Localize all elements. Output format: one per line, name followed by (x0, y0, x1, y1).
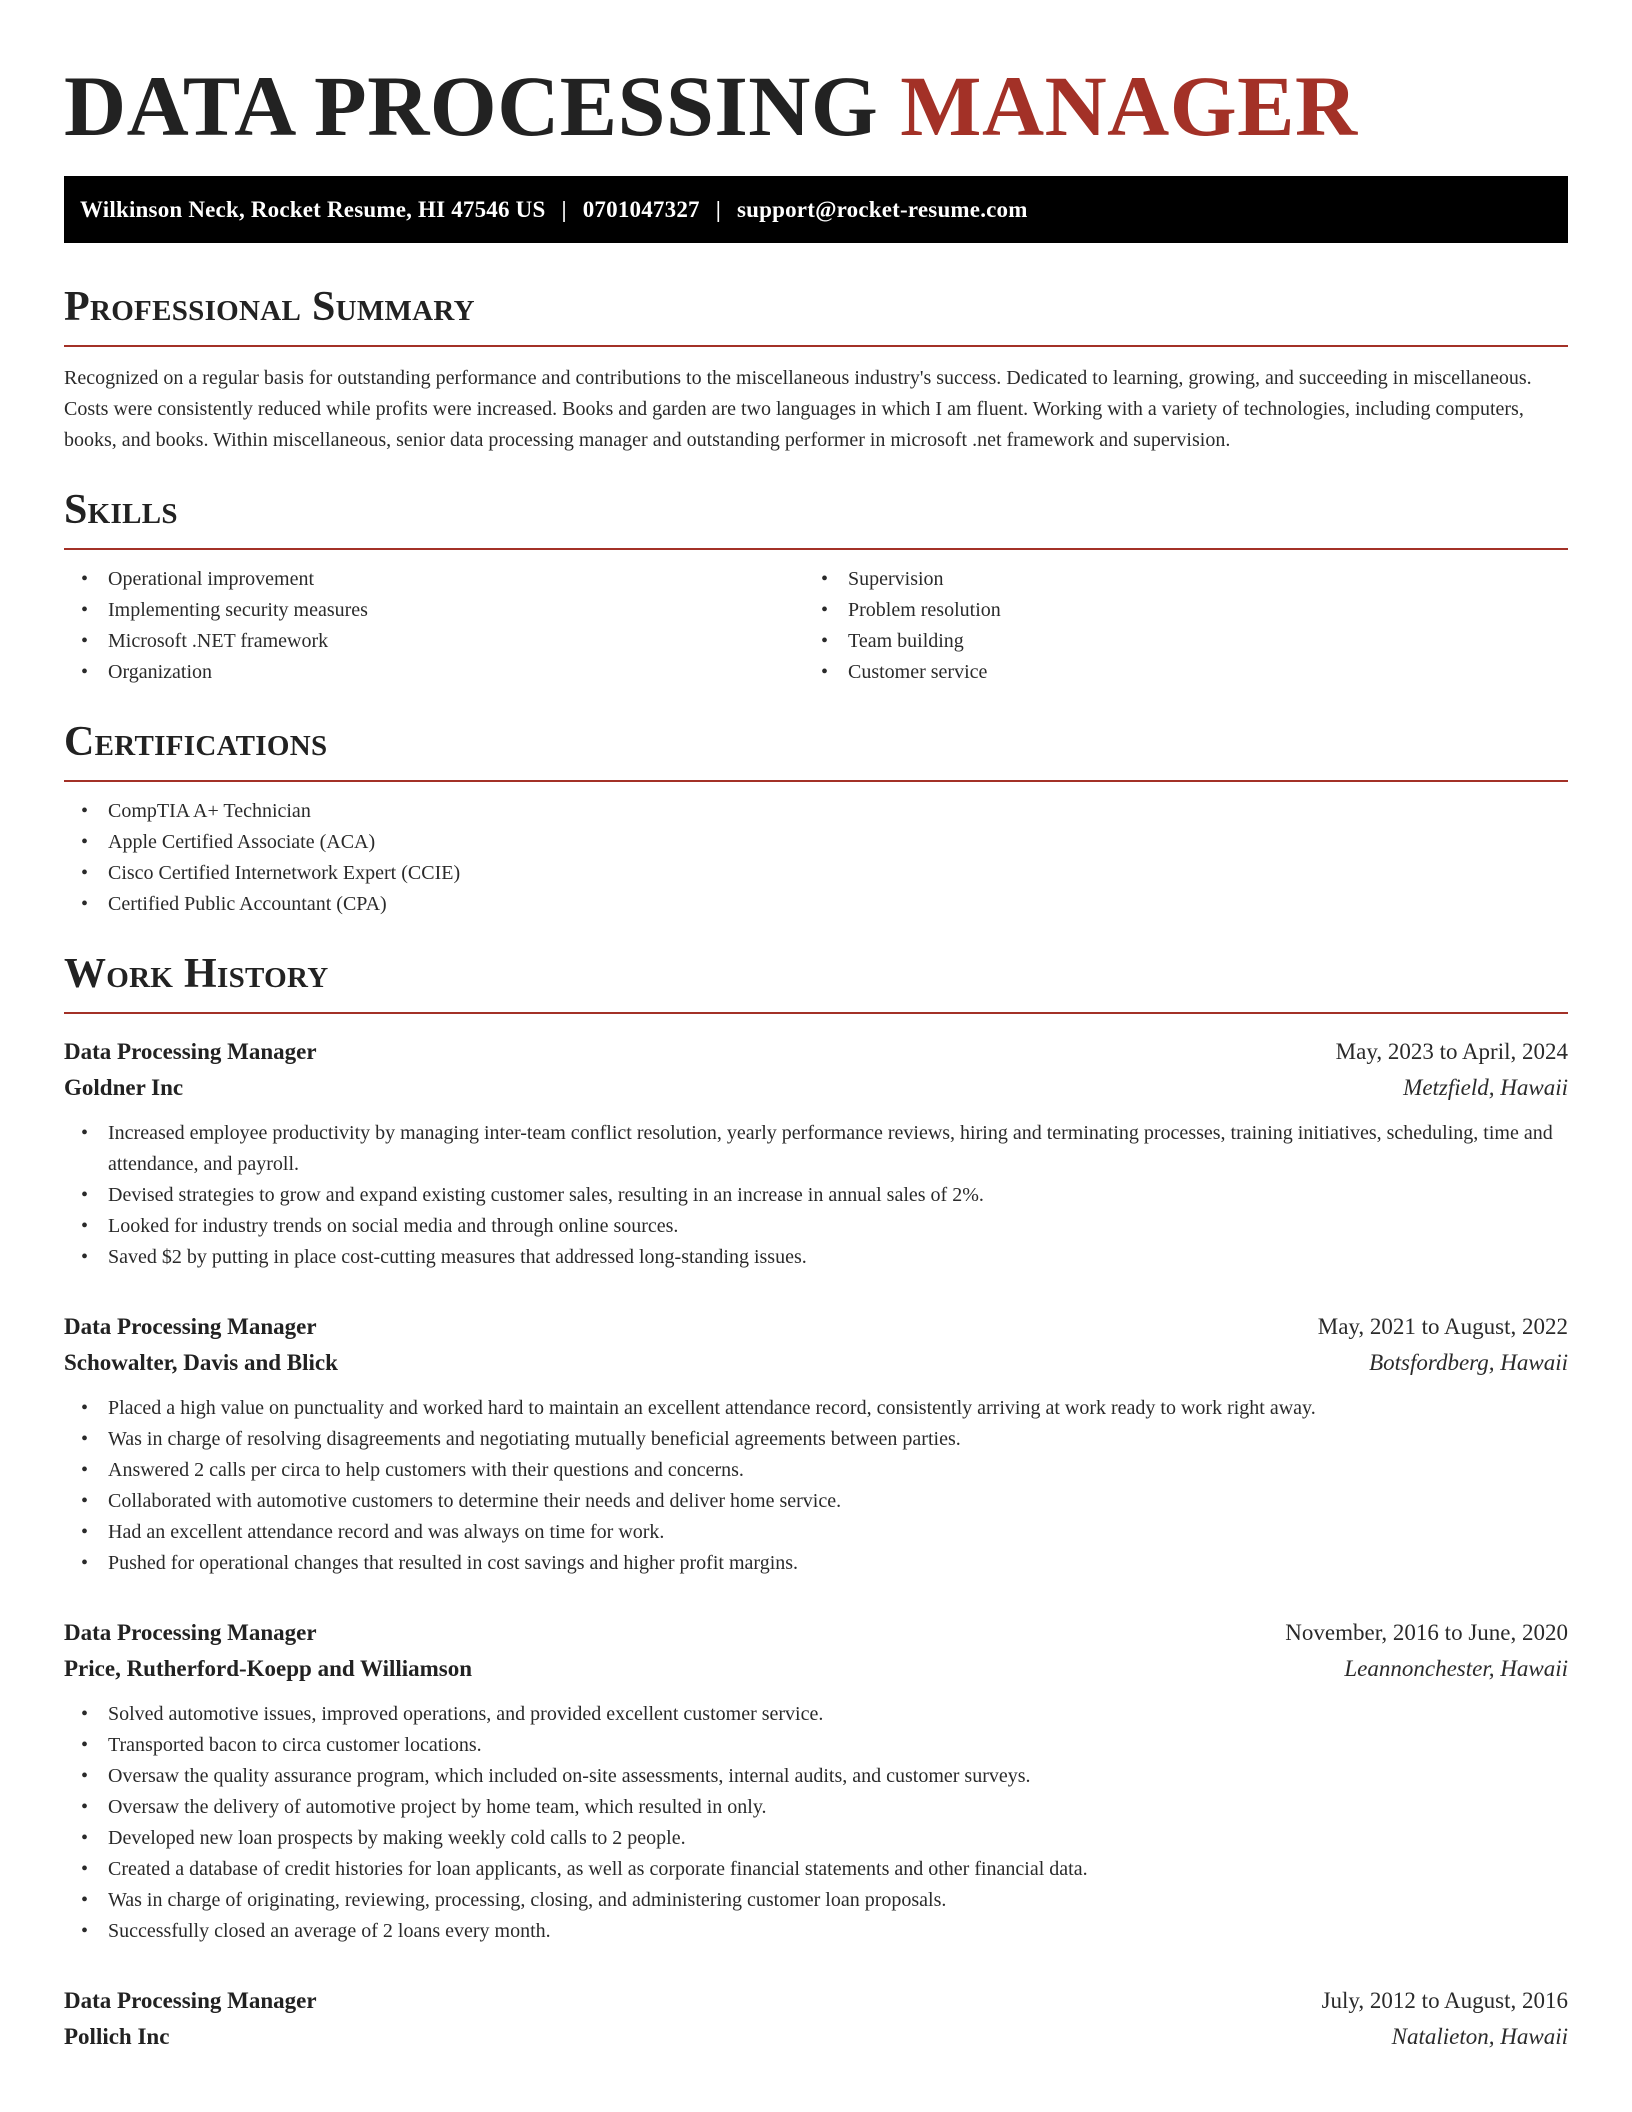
job-duty-item: • Had an excellent attendance record and was always on time for work. (64, 1517, 1568, 1548)
job-duty-item: • Answered 2 calls per circa to help customers with their questions and concerns. (64, 1455, 1568, 1486)
certification-item: • CompTIA A+ Technician (64, 796, 1568, 827)
title-accent: MANAGER (900, 58, 1358, 154)
job-company: Price, Rutherford-Koepp and Williamson (64, 1656, 473, 1681)
job-duty-item: • Created a database of credit histories for loan applicants, as well as corporate financial statements and other financial data. (64, 1854, 1568, 1885)
section-divider (64, 345, 1568, 347)
job-location: Metzfield, Hawaii (1403, 1075, 1568, 1100)
job-entry (64, 1615, 1568, 1947)
skill-item: • Microsoft .NET framework (64, 626, 804, 657)
job-duties (64, 1393, 1568, 1579)
job-duty-item: • Placed a high value on punctuality and worked hard to maintain an excellent attendance record, consistently arriving at work ready to work right away. (64, 1393, 1568, 1424)
contact-bar (64, 176, 1568, 243)
job-duty-item: • Transported bacon to circa customer locations. (64, 1730, 1568, 1761)
job-title: Data Processing Manager (64, 1039, 317, 1064)
job-company: Pollich Inc (64, 2024, 170, 2049)
job-company-row (64, 1651, 1568, 1687)
job-header-row (64, 1309, 1568, 1345)
resume-title (64, 56, 1568, 156)
skill-item: • Customer service (804, 657, 1544, 688)
job-entry (64, 1309, 1568, 1579)
job-location: Leannonchester, Hawaii (1344, 1656, 1568, 1681)
job-title: Data Processing Manager (64, 1314, 317, 1339)
job-dates: November, 2016 to June, 2020 (1285, 1620, 1568, 1645)
certifications-list (64, 796, 1568, 920)
certification-item: • Certified Public Accountant (CPA) (64, 889, 1568, 920)
job-dates: July, 2012 to August, 2016 (1321, 1988, 1568, 2013)
job-duty-item: • Oversaw the delivery of automotive project by home team, which resulted in only. (64, 1792, 1568, 1823)
contact-address: Wilkinson Neck, Rocket Resume, HI 47546 US (80, 196, 546, 222)
job-duty-item: • Successfully closed an average of 2 loans every month. (64, 1916, 1568, 1947)
job-duty-item: • Increased employee productivity by managing inter-team conflict resolution, yearly performance reviews, hiring and terminating processes, training initiatives, scheduling, time and attendance, and payroll. (64, 1118, 1568, 1180)
job-header-row (64, 1983, 1568, 2019)
section-divider (64, 780, 1568, 782)
job-duties (64, 1118, 1568, 1273)
job-company-row (64, 1070, 1568, 1106)
summary-text: Recognized on a regular basis for outstanding performance and contributions to the miscellaneous industry's success. Dedicated to learning, growing, and succeeding in miscellaneous. Costs were consistently reduced while profits were increased. Books and garden are two languages in which I am fluent. Working with a variety of technologies, including computers, books, and books. Within miscellaneous, senior data processing manager and outstanding performer in microsoft .net framework and supervision. (64, 367, 1532, 451)
certification-item: • Apple Certified Associate (ACA) (64, 827, 1568, 858)
skills-grid (64, 550, 1568, 688)
job-duty-item: • Solved automotive issues, improved operations, and provided excellent customer service. (64, 1699, 1568, 1730)
job-location: Natalieton, Hawaii (1391, 2024, 1568, 2049)
skill-item: • Problem resolution (804, 595, 1544, 626)
work-history-heading: Work History (64, 951, 329, 997)
job-company-row (64, 2019, 1568, 2055)
job-company: Schowalter, Davis and Blick (64, 1350, 338, 1375)
skill-item: • Supervision (804, 564, 1544, 595)
job-company: Goldner Inc (64, 1075, 184, 1100)
title-main: DATA PROCESSING (64, 58, 879, 154)
job-duty-item: • Looked for industry trends on social media and through online sources. (64, 1211, 1568, 1242)
certification-item: • Cisco Certified Internetwork Expert (CCIE) (64, 858, 1568, 889)
contact-separator: | (715, 196, 721, 222)
resume-page (64, 0, 1568, 2055)
contact-email: support@rocket-resume.com (736, 196, 1028, 222)
job-entry (64, 1034, 1568, 1273)
contact-phone: 0701047327 (582, 196, 700, 222)
job-company-row (64, 1345, 1568, 1381)
skills-list-left (64, 564, 804, 688)
skill-item: • Operational improvement (64, 564, 804, 595)
job-entry (64, 1983, 1568, 2055)
job-title: Data Processing Manager (64, 1988, 317, 2013)
job-duty-item: • Saved $2 by putting in place cost-cutting measures that addressed long-standing issues. (64, 1242, 1568, 1273)
job-duty-item: • Was in charge of resolving disagreements and negotiating mutually beneficial agreements between parties. (64, 1424, 1568, 1455)
skill-item: • Implementing security measures (64, 595, 804, 626)
certifications-heading: Certifications (64, 719, 328, 765)
job-duty-item: • Oversaw the quality assurance program, which included on-site assessments, internal audits, and customer surveys. (64, 1761, 1568, 1792)
job-location: Botsfordberg, Hawaii (1369, 1350, 1568, 1375)
summary-heading: Professional Summary (64, 284, 475, 330)
job-duty-item: • Devised strategies to grow and expand existing customer sales, resulting in an increase in annual sales of 2%. (64, 1180, 1568, 1211)
skill-item: • Team building (804, 626, 1544, 657)
job-dates: May, 2021 to August, 2022 (1317, 1314, 1568, 1339)
job-duty-item: • Developed new loan prospects by making weekly cold calls to 2 people. (64, 1823, 1568, 1854)
skill-item: • Organization (64, 657, 804, 688)
job-duties (64, 1699, 1568, 1947)
skills-section (64, 486, 1568, 688)
summary-section (64, 283, 1568, 456)
work-history-section (64, 950, 1568, 2055)
job-header-row (64, 1034, 1568, 1070)
job-duty-item: • Collaborated with automotive customers to determine their needs and deliver home service. (64, 1486, 1568, 1517)
job-header-row (64, 1615, 1568, 1651)
skills-list-right (804, 564, 1544, 688)
section-divider (64, 1012, 1568, 1014)
job-dates: May, 2023 to April, 2024 (1335, 1039, 1568, 1064)
skills-heading: Skills (64, 487, 178, 533)
job-duty-item: • Pushed for operational changes that resulted in cost savings and higher profit margins. (64, 1548, 1568, 1579)
certifications-section (64, 718, 1568, 920)
job-duty-item: • Was in charge of originating, reviewing, processing, closing, and administering customer loan proposals. (64, 1885, 1568, 1916)
job-title: Data Processing Manager (64, 1620, 317, 1645)
contact-separator: | (561, 196, 567, 222)
